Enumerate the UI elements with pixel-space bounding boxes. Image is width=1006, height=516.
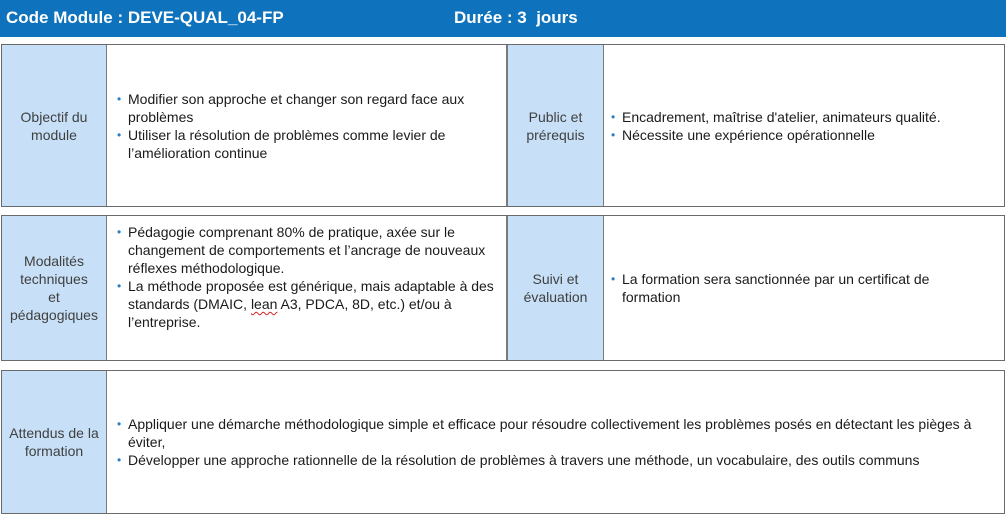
module-header <box>0 0 1006 37</box>
content-suivi <box>604 216 1004 360</box>
list-item: • Pédagogie comprenant 80% de pratique, axée sur le changement de comportements et l’ancrage de nouveaux réflexes méthodologique. <box>114 223 496 277</box>
row-modalites-suivi <box>1 215 1005 361</box>
row-attendus <box>1 370 1005 514</box>
label-suivi: Suivi et évaluation <box>508 216 604 360</box>
module-duration: Durée : 3 jours <box>454 8 578 27</box>
list-item: • Utiliser la résolution de problèmes comme levier de l’amélioration continue <box>114 126 494 162</box>
label-public: Public et prérequis <box>508 45 604 206</box>
label-objectif: Objectif du module <box>2 45 107 206</box>
spellcheck-flagged-word: lean <box>250 296 278 312</box>
content-objectif <box>108 45 506 206</box>
content-public <box>604 45 1004 206</box>
row-objectives-public <box>1 44 1005 207</box>
label-modalites: Modalités techniques et pédagogiques <box>2 216 107 360</box>
list-item: • Développer une approche rationnelle de la résolution de problèmes à travers une méthode, un vocabulaire, des outils communs <box>114 451 998 469</box>
label-attendus: Attendus de la formation <box>2 371 107 513</box>
list-item: • Encadrement, maîtrise d'atelier, animateurs qualité. <box>608 108 994 126</box>
module-code: Code Module : DEVE-QUAL_04-FP <box>6 8 284 27</box>
content-attendus <box>108 371 1004 513</box>
content-modalites <box>108 216 506 360</box>
list-item: • La formation sera sanctionnée par un certificat de formation <box>608 270 974 306</box>
list-item: • La méthode proposée est générique, mais adaptable à des standards (DMAIC, lean A3, PDCA, 8D, etc.) et/ou à l’entreprise. <box>114 277 496 331</box>
list-item: • Appliquer une démarche méthodologique simple et efficace pour résoudre collectivement les problèmes posés en détectant les pièges à éviter, <box>114 415 998 451</box>
list-item: • Nécessite une expérience opérationnelle <box>608 126 994 144</box>
list-item: • Modifier son approche et changer son regard face aux problèmes <box>114 90 494 126</box>
